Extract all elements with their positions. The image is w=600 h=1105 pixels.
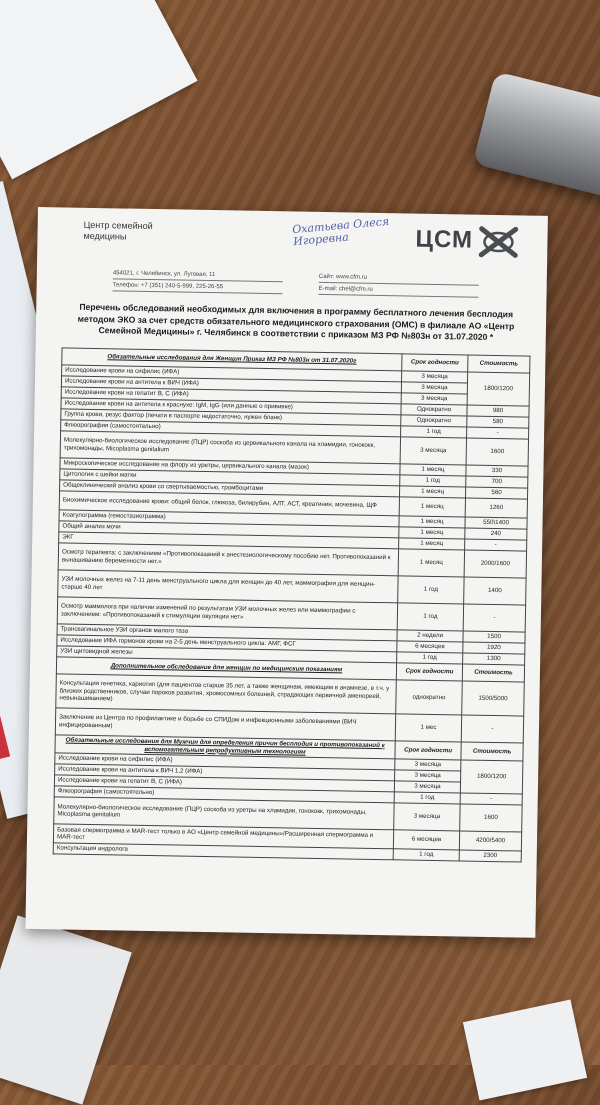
service-term: 1 мес bbox=[395, 714, 461, 742]
service-name: Исследование крови на сифилис (ИФА) bbox=[55, 753, 395, 770]
red-stripe bbox=[0, 698, 10, 761]
service-price: 330 bbox=[466, 465, 528, 477]
service-term: 1 год bbox=[394, 792, 460, 804]
service-name: Осмотр терапевта: с заключением «Противопоказаний к анестезиологическому пособию нет. Противопоказаний к вынашиванию беременности нет.» bbox=[58, 543, 398, 576]
service-name: Молекулярно-биологическое исследование (ПЦР) соскоба из уретры на хламидии, гонококк, трихомонады, Micoplasma genitalium bbox=[54, 797, 394, 830]
service-price: - bbox=[461, 715, 523, 743]
section-heading: Обязательные исследования для Мужчин для определения причин бесплодия и противопоказаний к вспомогательным репродуктивным технологиям bbox=[55, 735, 395, 759]
service-name: Группа крови, резус фактор (печати в паспорте недостаточно, нужен бланк) bbox=[61, 409, 401, 426]
service-price: 1800/1200 bbox=[460, 760, 523, 794]
service-name: Исследование крови на антитела к краснухе: IgM, IgG (или данные о прививке) bbox=[61, 398, 401, 415]
service-term: 2 недели bbox=[397, 630, 463, 642]
service-term: 1 месяц bbox=[399, 497, 465, 517]
service-price: - bbox=[465, 539, 527, 551]
service-term: 1 месяц bbox=[399, 486, 465, 498]
handwritten-name: Охатьева Олеся Игоревна bbox=[291, 214, 390, 249]
service-price: 560 bbox=[465, 487, 527, 499]
service-price: 1500 bbox=[463, 631, 525, 643]
service-term: 1 месяц bbox=[399, 527, 465, 539]
service-term: 1 год bbox=[393, 849, 459, 861]
service-price: 700 bbox=[466, 476, 528, 488]
service-term: 3 месяца bbox=[394, 803, 460, 831]
service-name: Исследование крови на гепатит В, С (ИФА) bbox=[61, 387, 401, 404]
service-price: 2000/1600 bbox=[464, 550, 526, 578]
service-term: 3 месяца bbox=[401, 393, 467, 405]
service-name: Исследование крови на антитела к ВИЧ 1,2 (ИФА) bbox=[55, 764, 395, 781]
background-note bbox=[463, 999, 587, 1100]
service-term: 6 месяцев bbox=[397, 641, 463, 653]
service-price: 1600 bbox=[460, 804, 522, 832]
document-header bbox=[37, 207, 548, 274]
document-title: Перечень обследований необходимых для включения в программу бесплатного лечения бесплодия методом ЭКО за счет средств обязательного медицинского страхования (ОМС) в филиале АО «Центр Семейной Медицины» г. Челябинск в соответствии с приказом МЗ РФ №803н от 31.07.2020 * bbox=[77, 301, 515, 342]
service-term: 3 месяца bbox=[401, 382, 467, 394]
service-price: 1920 bbox=[463, 642, 525, 654]
service-name: Исследование ИФА гормонов крови на 2-5 день менструального цикла: АМГ, ФСГ bbox=[57, 635, 397, 652]
service-name: Флюорография (самостоятельно) bbox=[54, 786, 394, 803]
service-name: Молекулярно-биологическое исследование (ПЦР) соскоба из цервикального канала на хламидии, гонококк, трихомонады, Micoplasma genitalium bbox=[60, 431, 400, 464]
service-term: 3 месяца bbox=[394, 781, 460, 793]
phone: Телефон: +7 (351) 240-5-999, 225-26-55 bbox=[113, 280, 283, 294]
service-term: 1 месяц bbox=[398, 549, 464, 577]
service-price: 1500/5000 bbox=[462, 681, 525, 716]
service-name: УЗИ щитовидной железы bbox=[57, 646, 397, 663]
service-term: 3 месяца bbox=[395, 770, 461, 782]
service-term: 1 год bbox=[398, 576, 464, 604]
service-term: 1 год bbox=[401, 426, 467, 438]
service-price: - bbox=[460, 793, 522, 805]
service-name: Осмотр маммолога при наличии изменений по результатам УЗИ молочных желез или маммографии с заключением: «Противопоказаний к стимуляции овуляции нет» bbox=[57, 597, 397, 630]
service-price: 2300 bbox=[459, 850, 521, 862]
services-table bbox=[53, 347, 531, 862]
service-price: 580 bbox=[467, 416, 529, 428]
service-name: Трансвагинальное УЗИ органов малого таза bbox=[57, 624, 397, 641]
service-name: Консультация андролога bbox=[53, 843, 393, 860]
metal-device bbox=[473, 71, 600, 199]
section-heading: Дополнительное обследование для женщин по медицинским показаниям bbox=[56, 657, 396, 680]
service-term: 1 год bbox=[400, 475, 466, 487]
service-name: Флюорография (самостоятельно) bbox=[61, 420, 401, 437]
service-price: 4200/5400 bbox=[459, 831, 521, 851]
service-name: Общий анализ мочи bbox=[59, 521, 399, 538]
logo-icon bbox=[477, 223, 520, 262]
column-header-price: Стоимость bbox=[462, 664, 524, 682]
service-price: - bbox=[467, 427, 529, 439]
service-term: 1 месяц bbox=[399, 538, 465, 550]
service-name: УЗИ молочных желез на 7-11 день менструального цикла для женщин до 40 лет, маммография для женщин-старше 40 лет bbox=[58, 570, 398, 603]
service-term: 1 месяц bbox=[400, 464, 466, 476]
service-term: Однократно bbox=[401, 404, 467, 416]
service-name: Консультация генетика, кариотип (для пациентов старше 35 лет, а также женщинам, имеющим в анамнезе, в т.ч. у близких родственников, случаи пороков развития, хромосомных болезней, страдающих первичной аменореей, невынашиванием) bbox=[56, 674, 397, 714]
column-header-term: Срок годности bbox=[402, 354, 468, 372]
service-price: 550\1400 bbox=[465, 517, 527, 529]
service-term: Однократно bbox=[401, 415, 467, 427]
service-name: Базовая спермограмма и MAR-тест только в АО «Центр семейной медицины»/Расширенная спермограмма и MAR-тест bbox=[53, 824, 393, 849]
column-header-price: Стоимость bbox=[461, 742, 523, 761]
service-name: Коагулограмма (гемостазиограмма) bbox=[59, 510, 399, 527]
section-heading: Обязательные исследования для Женщин Приказ МЗ РФ №803н от 31.07.2020г bbox=[62, 348, 402, 371]
service-term: 6 месяцев bbox=[393, 830, 459, 850]
service-name: Микроскопическое исследование на флору из уретры, цервикального канала (мазок) bbox=[60, 458, 400, 475]
service-term: однократно bbox=[396, 680, 463, 715]
service-name: Исследование крови на антитела к ВИЧ (ИФА) bbox=[61, 376, 401, 393]
background-sheet bbox=[0, 915, 132, 1104]
column-header-term: Срок годности bbox=[395, 741, 461, 760]
service-term: 3 месяца bbox=[400, 437, 466, 465]
background-paper bbox=[0, 0, 198, 179]
column-header-term: Срок годности bbox=[396, 663, 462, 681]
service-term: 1 год bbox=[397, 652, 463, 664]
service-price: 980 bbox=[467, 405, 529, 417]
price-list-document bbox=[25, 207, 548, 938]
address: 454021, г. Челябинск, ул. Луговая, 11 bbox=[113, 268, 283, 282]
service-term: 1 год bbox=[397, 603, 463, 631]
service-name: Исследование крови на сифилис (ИФА) bbox=[62, 365, 402, 382]
service-price: 1800/1200 bbox=[467, 372, 530, 406]
service-price: - bbox=[463, 604, 525, 632]
service-price: 1600 bbox=[466, 438, 528, 466]
service-term: 3 месяца bbox=[395, 759, 461, 771]
column-header-price: Стоимость bbox=[468, 355, 530, 373]
service-name: Заключение из Центра по профилактике и борьбе со СПИДом и инфекционными заболеваниями (ВИЧ инфицированным) bbox=[55, 708, 395, 741]
service-term: 3 месяца bbox=[402, 371, 468, 383]
service-price: 1300 bbox=[463, 653, 525, 665]
service-name: Общеклинический анализ крови со свертываемостью, тромбоцитами bbox=[60, 480, 400, 497]
service-name: Цитология с шейки матки bbox=[60, 469, 400, 486]
service-price: 1260 bbox=[465, 498, 527, 518]
service-name: Биохимическое исследование крови: общий белок, глюкоза, билирубин, АЛТ, АСТ, креатинин, мочевина, ЩФ bbox=[59, 491, 399, 516]
service-name: Исследование крови на гепатит В, С (ИФА) bbox=[54, 775, 394, 792]
service-term: 1 месяц bbox=[399, 516, 465, 528]
logo-text: ЦСМ bbox=[415, 225, 474, 254]
org-name: Центр семейной медицины bbox=[83, 219, 153, 242]
service-price: 240 bbox=[465, 528, 527, 540]
service-price: 1400 bbox=[464, 577, 526, 605]
email: E-mail: chel@cfm.ru bbox=[319, 284, 479, 298]
service-name: ЭКГ bbox=[59, 532, 399, 549]
website: Сайт: www.cfm.ru bbox=[319, 272, 479, 286]
